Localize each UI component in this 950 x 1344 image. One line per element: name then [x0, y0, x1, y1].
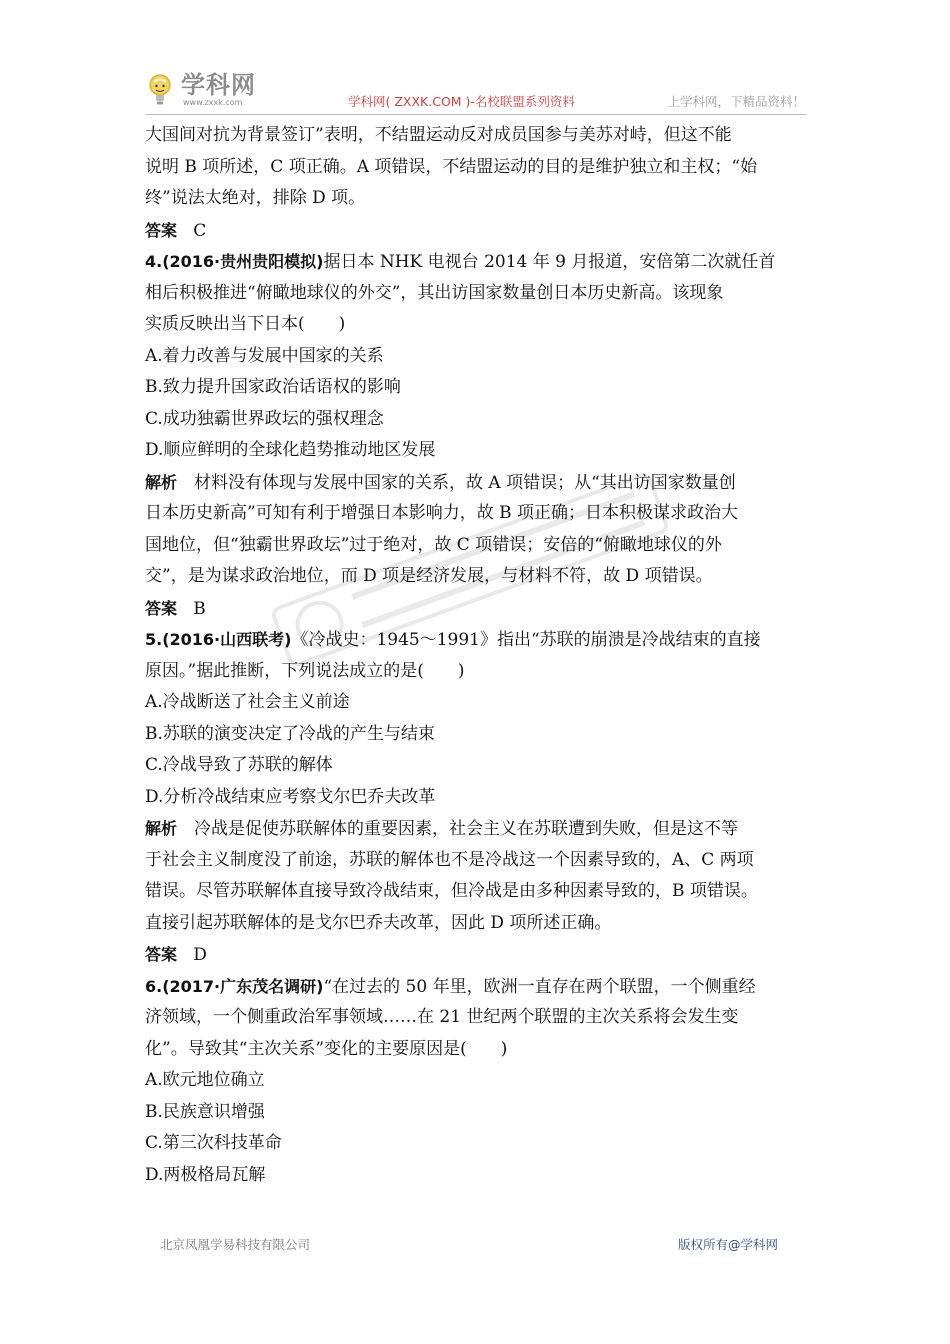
- text-line: 说明 B 项所述，C 项正确。A 项错误，不结盟运动的目的是维护独立和主权；“始: [145, 156, 758, 177]
- text-line: 大国间对抗为背景签订”表明，不结盟运动反对成员国参与美苏对峙，但这不能: [145, 125, 732, 145]
- answer-label: 答案: [145, 598, 178, 618]
- logo-url: www.zxxk.com: [183, 98, 243, 107]
- question-5-stem: [145, 624, 810, 656]
- analysis-text: 材料没有体现与发展中国家的关系，故 A 项错误；从“其出访国家数量创: [177, 472, 736, 493]
- text-line: 国地位，但“独霸世界政坛”过于绝对，故 C 项错误；安倍的“俯瞰地球仪的外: [145, 534, 722, 555]
- option-c: C.第三次科技革命: [145, 1133, 282, 1153]
- footer-copyright[interactable]: 版权所有@学科网: [678, 1237, 779, 1252]
- answer-line-q5: [145, 939, 810, 971]
- text-line: 直接引起苏联解体的是戈尔巴乔夫改革，因此 D 项所述正确。: [145, 912, 612, 933]
- stem-text: “在过去的 50 年里，欧洲一直存在两个联盟，一个侧重经: [323, 976, 756, 997]
- question-4-stem: [145, 246, 810, 278]
- text-line: 于社会主义制度没了前途，苏联的解体也不是冷战这一个因素导致的，A、C 两项: [145, 849, 754, 870]
- text-line: 原因。”据此推断，下列说法成立的是( ): [145, 660, 465, 681]
- option-c: C.成功独霸世界政坛的强权理念: [145, 408, 384, 429]
- option-d: D.两极格局瓦解: [145, 1164, 266, 1185]
- text-line: 交”，是为谋求政治地位，而 D 项是经济发展，与材料不符，故 D 项错误。: [145, 566, 713, 586]
- answer-label: 答案: [145, 945, 178, 964]
- answer-value: B: [193, 598, 206, 619]
- analysis-line: [145, 467, 810, 499]
- answer-value: C: [193, 220, 207, 241]
- answer-value: D: [193, 945, 207, 965]
- text-line: 化”。导致其“主次关系”变化的主要原因是( ): [145, 1038, 508, 1059]
- answer-label: 答案: [145, 220, 178, 240]
- page-header: [145, 68, 805, 112]
- analysis-text: 冷战是促使苏联解体的重要因素，社会主义在苏联遭到失败，但是这不等: [177, 819, 739, 839]
- stem-text: 《冷战史：1945～1991》指出“苏联的崩溃是冷战结束的直接: [291, 630, 761, 650]
- text-line: 错误。尽管苏联解体直接导致冷战结束，但冷战是由多种因素导致的，B 项错误。: [145, 881, 758, 901]
- text-line: 终”说法太绝对，排除 D 项。: [145, 188, 366, 208]
- option-a: A.欧元地位确立: [145, 1070, 265, 1090]
- option-b: B.致力提升国家政治话语权的影响: [145, 377, 401, 397]
- option-c: C.冷战导致了苏联的解体: [145, 755, 333, 775]
- option-b: B.民族意识增强: [145, 1101, 265, 1122]
- question-6-stem: [145, 971, 810, 1003]
- header-slogan: 上学科网，下精品资料！: [667, 94, 805, 109]
- option-b: B.苏联的演变决定了冷战的产生与结束: [145, 723, 435, 744]
- footer-company: 北京凤凰学易科技有限公司: [160, 1237, 311, 1252]
- text-line: 实质反映出当下日本( ): [145, 314, 346, 334]
- option-d: D.顺应鲜明的全球化趋势推动地区发展: [145, 440, 436, 460]
- answer-line-q3: [145, 215, 810, 247]
- question-source: 6.(2017·广东茂名调研): [145, 976, 324, 996]
- text-line: 相后积极推进“俯瞰地球仪的外交”，其出访国家数量创日本历史新高。该现象: [145, 282, 724, 303]
- analysis-label: 解析: [145, 472, 178, 492]
- logo-text: 学科网: [181, 71, 256, 99]
- lightbulb-mascot-icon: [145, 73, 175, 107]
- analysis-line: [145, 813, 810, 845]
- option-a: A.着力改善与发展中国家的关系: [145, 345, 384, 366]
- option-d: D.分析冷战结束应考察戈尔巴乔夫改革: [145, 786, 436, 807]
- analysis-label: 解析: [145, 819, 178, 838]
- stem-text: 据日本 NHK 电视台 2014 年 9 月报道，安倍第二次就任首: [323, 252, 776, 272]
- option-a: A.冷战断送了社会主义前途: [145, 692, 350, 712]
- question-source: 4.(2016·贵州贵阳模拟): [145, 252, 324, 271]
- header-center-text[interactable]: 学科网( ZXXK.COM )-名校联盟系列资料: [348, 94, 575, 109]
- document-body: [145, 120, 810, 1191]
- text-line: 济领域，一个侧重政治军事领域……在 21 世纪两个联盟的主次关系将会发生变: [145, 1007, 739, 1027]
- site-logo[interactable]: [145, 68, 256, 112]
- text-line: 日本历史新高”可知有利于增强日本影响力，故 B 项正确；日本积极谋求政治大: [145, 503, 738, 523]
- answer-line-q4: [145, 593, 810, 625]
- question-source: 5.(2016·山西联考): [145, 630, 292, 649]
- header-divider: [145, 114, 807, 115]
